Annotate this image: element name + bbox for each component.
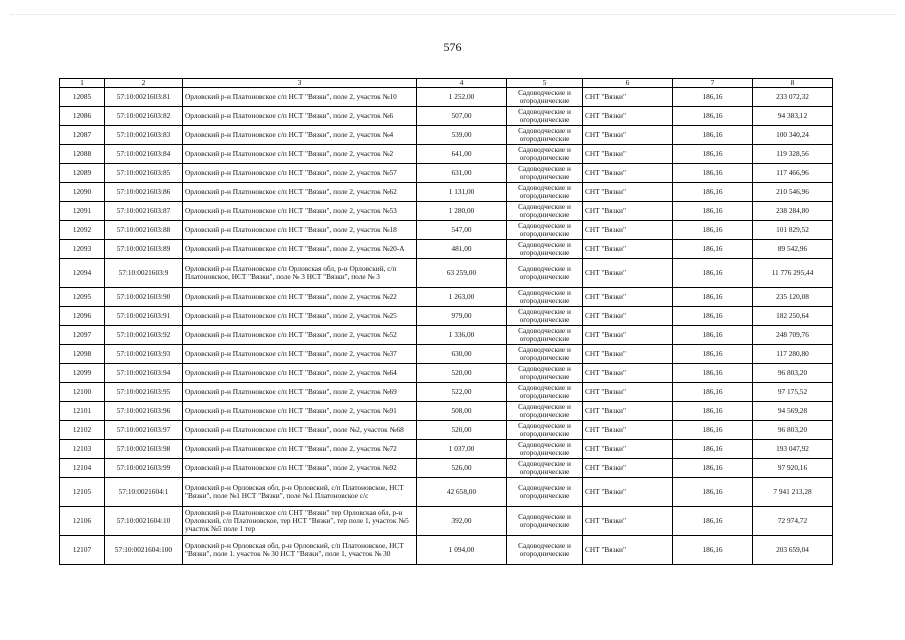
organization-cell: СНТ "Вязки" — [583, 259, 673, 288]
area-cell: 630,00 — [417, 345, 507, 364]
area-cell: 641,00 — [417, 145, 507, 164]
table-row — [60, 536, 833, 565]
cadastral-value-cell: 96 803,20 — [753, 364, 833, 383]
area-cell: 520,00 — [417, 421, 507, 440]
cadastral-number-cell: 57:10:0021603:93 — [105, 345, 183, 364]
table-row — [60, 345, 833, 364]
cadastral-number-cell: 57:10:0021603:91 — [105, 307, 183, 326]
area-cell: 1 280,00 — [417, 202, 507, 221]
record-number-cell: 12096 — [60, 307, 105, 326]
organization-cell: СНТ "Вязки" — [583, 107, 673, 126]
table-body — [60, 88, 833, 565]
cadastral-number-cell: 57:10:0021603:96 — [105, 402, 183, 421]
organization-cell: СНТ "Вязки" — [583, 536, 673, 565]
cadastral-value-cell: 233 072,32 — [753, 88, 833, 107]
cadastral-value-cell: 7 941 213,28 — [753, 478, 833, 507]
organization-cell: СНТ "Вязки" — [583, 307, 673, 326]
column-header-5: 5 — [507, 79, 583, 88]
address-cell: Орловский р-н Платоновское с/п НСТ "Вязки", поле 2, участок №64 — [183, 364, 417, 383]
specific-value-cell: 186,16 — [673, 202, 753, 221]
cadastral-number-cell: 57:10:0021603:99 — [105, 459, 183, 478]
address-cell: Орловский р-н Платоновское с/п НСТ "Вязки", поле 2, участок №69 — [183, 383, 417, 402]
cadastral-value-cell: 238 284,80 — [753, 202, 833, 221]
cadastral-value-cell: 94 383,12 — [753, 107, 833, 126]
organization-cell: СНТ "Вязки" — [583, 459, 673, 478]
record-number-cell: 12102 — [60, 421, 105, 440]
cadastral-number-cell: 57:10:0021603:97 — [105, 421, 183, 440]
specific-value-cell: 186,16 — [673, 107, 753, 126]
cadastral-number-cell: 57:10:0021603:89 — [105, 240, 183, 259]
land-use-cell: Садоводческие и огороднические — [507, 145, 583, 164]
specific-value-cell: 186,16 — [673, 326, 753, 345]
area-cell: 508,00 — [417, 402, 507, 421]
address-cell: Орловский р-н Платоновское с/п Орловская обл, р-н Орловский, с/п Платоновское, НСТ "Вязки", поле № 3 НСТ "Вязки", поле № 3 — [183, 259, 417, 288]
address-cell: Орловский р-н Платоновское с/п НСТ "Вязки", поле 2, участок №10 — [183, 88, 417, 107]
cadastral-value-cell: 117 280,80 — [753, 345, 833, 364]
cadastral-value-cell: 96 803,20 — [753, 421, 833, 440]
area-cell: 979,00 — [417, 307, 507, 326]
organization-cell: СНТ "Вязки" — [583, 164, 673, 183]
table-row — [60, 421, 833, 440]
cadastral-number-cell: 57:10:0021603:90 — [105, 288, 183, 307]
land-use-cell: Садоводческие и огороднические — [507, 478, 583, 507]
column-header-4: 4 — [417, 79, 507, 88]
organization-cell: СНТ "Вязки" — [583, 421, 673, 440]
cadastral-number-cell: 57:10:0021603:83 — [105, 126, 183, 145]
land-use-cell: Садоводческие и огороднические — [507, 440, 583, 459]
table-row — [60, 459, 833, 478]
table-row — [60, 402, 833, 421]
organization-cell: СНТ "Вязки" — [583, 326, 673, 345]
area-cell: 63 259,00 — [417, 259, 507, 288]
area-cell: 631,00 — [417, 164, 507, 183]
cadastral-number-cell: 57:10:0021603:81 — [105, 88, 183, 107]
organization-cell: СНТ "Вязки" — [583, 240, 673, 259]
table-row — [60, 383, 833, 402]
cadastral-number-cell: 57:10:0021603:86 — [105, 183, 183, 202]
address-cell: Орловский р-н Платоновское с/п НСТ "Вязки", поле 2, участок №20-А — [183, 240, 417, 259]
address-cell: Орловский р-н Платоновское с/п НСТ "Вязки", поле 2, участок №72 — [183, 440, 417, 459]
record-number-cell: 12104 — [60, 459, 105, 478]
area-cell: 392,00 — [417, 507, 507, 536]
organization-cell: СНТ "Вязки" — [583, 478, 673, 507]
address-cell: Орловский р-н Платоновское с/п НСТ "Вязки", поле 2, участок №91 — [183, 402, 417, 421]
table-row — [60, 88, 833, 107]
land-use-cell: Садоводческие и огороднические — [507, 107, 583, 126]
table-row — [60, 326, 833, 345]
address-cell: Орловский р-н Орловская обл, р-н Орловский, с/п Платоновское, НСТ "Вязки", поле №1 НСТ "Вязки", поле №1 Платоновское с/с — [183, 478, 417, 507]
column-header-1: 1 — [60, 79, 105, 88]
specific-value-cell: 186,16 — [673, 164, 753, 183]
table-row — [60, 183, 833, 202]
organization-cell: СНТ "Вязки" — [583, 221, 673, 240]
organization-cell: СНТ "Вязки" — [583, 440, 673, 459]
record-number-cell: 12101 — [60, 402, 105, 421]
specific-value-cell: 186,16 — [673, 88, 753, 107]
specific-value-cell: 186,16 — [673, 402, 753, 421]
cadastral-number-cell: 57:10:0021603:87 — [105, 202, 183, 221]
cadastral-number-cell: 57:10:0021604:100 — [105, 536, 183, 565]
record-number-cell: 12087 — [60, 126, 105, 145]
record-number-cell: 12106 — [60, 507, 105, 536]
address-cell: Орловский р-н Платоновское с/п СНТ "Вязки" тер Орловская обл, р-н Орловский, с/п Платоновское, тер НСТ "Вязки", тер поле 1, участок №5 участок №5 поле 1 тер — [183, 507, 417, 536]
organization-cell: СНТ "Вязки" — [583, 126, 673, 145]
address-cell: Орловский р-н Платоновское с/п НСТ "Вязки", поле 2, участок №6 — [183, 107, 417, 126]
land-use-cell: Садоводческие и огороднические — [507, 383, 583, 402]
land-use-cell: Садоводческие и огороднические — [507, 288, 583, 307]
record-number-cell: 12100 — [60, 383, 105, 402]
organization-cell: СНТ "Вязки" — [583, 345, 673, 364]
scan-artifact-line — [10, 14, 895, 21]
table-row — [60, 364, 833, 383]
area-cell: 1 252,00 — [417, 88, 507, 107]
cadastral-number-cell: 57:10:0021603:94 — [105, 364, 183, 383]
land-use-cell: Садоводческие и огороднические — [507, 421, 583, 440]
area-cell: 1 037,00 — [417, 440, 507, 459]
land-use-cell: Садоводческие и огороднические — [507, 536, 583, 565]
land-use-cell: Садоводческие и огороднические — [507, 259, 583, 288]
address-cell: Орловский р-н Платоновское с/п НСТ "Вязки", поле 2, участок №53 — [183, 202, 417, 221]
land-use-cell: Садоводческие и огороднические — [507, 88, 583, 107]
cadastral-value-cell: 97 920,16 — [753, 459, 833, 478]
address-cell: Орловский р-н Платоновское с/п НСТ "Вязки", поле 2, участок №18 — [183, 221, 417, 240]
record-number-cell: 12088 — [60, 145, 105, 164]
land-registry-table — [59, 78, 833, 565]
land-use-cell: Садоводческие и огороднические — [507, 364, 583, 383]
table-row — [60, 307, 833, 326]
land-use-cell: Садоводческие и огороднические — [507, 221, 583, 240]
table-row — [60, 164, 833, 183]
cadastral-number-cell: 57:10:0021604:10 — [105, 507, 183, 536]
cadastral-value-cell: 72 974,72 — [753, 507, 833, 536]
organization-cell: СНТ "Вязки" — [583, 402, 673, 421]
specific-value-cell: 186,16 — [673, 183, 753, 202]
land-use-cell: Садоводческие и огороднические — [507, 240, 583, 259]
record-number-cell: 12105 — [60, 478, 105, 507]
specific-value-cell: 186,16 — [673, 221, 753, 240]
specific-value-cell: 186,16 — [673, 307, 753, 326]
specific-value-cell: 186,16 — [673, 507, 753, 536]
organization-cell: СНТ "Вязки" — [583, 507, 673, 536]
cadastral-value-cell: 248 709,76 — [753, 326, 833, 345]
specific-value-cell: 186,16 — [673, 240, 753, 259]
address-cell: Орловский р-н Платоновское с/п НСТ "Вязки", поле 2, участок №52 — [183, 326, 417, 345]
record-number-cell: 12103 — [60, 440, 105, 459]
address-cell: Орловский р-н Платоновское с/п НСТ "Вязки", поле 2, участок №37 — [183, 345, 417, 364]
land-use-cell: Садоводческие и огороднические — [507, 326, 583, 345]
area-cell: 481,00 — [417, 240, 507, 259]
address-cell: Орловский р-н Платоновское с/п НСТ "Вязки", поле 2, участок №4 — [183, 126, 417, 145]
specific-value-cell: 186,16 — [673, 126, 753, 145]
land-use-cell: Садоводческие и огороднические — [507, 307, 583, 326]
cadastral-value-cell: 193 047,92 — [753, 440, 833, 459]
organization-cell: СНТ "Вязки" — [583, 183, 673, 202]
column-header-2: 2 — [105, 79, 183, 88]
table-row — [60, 202, 833, 221]
cadastral-number-cell: 57:10:0021603:92 — [105, 326, 183, 345]
record-number-cell: 12085 — [60, 88, 105, 107]
cadastral-number-cell: 57:10:0021603:84 — [105, 145, 183, 164]
land-use-cell: Садоводческие и огороднические — [507, 183, 583, 202]
cadastral-number-cell: 57:10:0021603:85 — [105, 164, 183, 183]
column-header-8: 8 — [753, 79, 833, 88]
cadastral-number-cell: 57:10:0021603:88 — [105, 221, 183, 240]
specific-value-cell: 186,16 — [673, 459, 753, 478]
table-row — [60, 507, 833, 536]
cadastral-value-cell: 94 569,28 — [753, 402, 833, 421]
area-cell: 1 336,00 — [417, 326, 507, 345]
cadastral-number-cell: 57:10:0021603:95 — [105, 383, 183, 402]
area-cell: 42 658,00 — [417, 478, 507, 507]
cadastral-value-cell: 89 542,96 — [753, 240, 833, 259]
land-use-cell: Садоводческие и огороднические — [507, 164, 583, 183]
area-cell: 522,00 — [417, 383, 507, 402]
cadastral-value-cell: 119 328,56 — [753, 145, 833, 164]
cadastral-value-cell: 117 466,96 — [753, 164, 833, 183]
organization-cell: СНТ "Вязки" — [583, 288, 673, 307]
page-number: 576 — [443, 40, 462, 54]
address-cell: Орловский р-н Платоновское с/п НСТ "Вязки", поле 2, участок №25 — [183, 307, 417, 326]
address-cell: Орловский р-н Платоновское с/п НСТ "Вязки", поле №2, участок №68 — [183, 421, 417, 440]
specific-value-cell: 186,16 — [673, 259, 753, 288]
specific-value-cell: 186,16 — [673, 383, 753, 402]
address-cell: Орловский р-н Орловская обл, р-н Орловский, с/п Платоновское, НСТ "Вязки", поле 1. участок № 30 НСТ "Вязки", поле 1, участок № 30 — [183, 536, 417, 565]
specific-value-cell: 186,16 — [673, 145, 753, 164]
land-use-cell: Садоводческие и огороднические — [507, 402, 583, 421]
address-cell: Орловский р-н Платоновское с/п НСТ "Вязки", поле 2, участок №57 — [183, 164, 417, 183]
specific-value-cell: 186,16 — [673, 440, 753, 459]
cadastral-value-cell: 101 829,52 — [753, 221, 833, 240]
cadastral-value-cell: 97 175,52 — [753, 383, 833, 402]
cadastral-value-cell: 203 659,04 — [753, 536, 833, 565]
area-cell: 539,00 — [417, 126, 507, 145]
organization-cell: СНТ "Вязки" — [583, 88, 673, 107]
cadastral-number-cell: 57:10:0021603:9 — [105, 259, 183, 288]
cadastral-value-cell: 235 120,08 — [753, 288, 833, 307]
cadastral-value-cell: 11 776 295,44 — [753, 259, 833, 288]
address-cell: Орловский р-н Платоновское с/п НСТ "Вязки", поле 2, участок №2 — [183, 145, 417, 164]
column-number-row — [60, 79, 833, 88]
land-use-cell: Садоводческие и огороднические — [507, 459, 583, 478]
address-cell: Орловский р-н Платоновское с/п НСТ "Вязки", поле 2, участок №92 — [183, 459, 417, 478]
record-number-cell: 12097 — [60, 326, 105, 345]
area-cell: 1 263,00 — [417, 288, 507, 307]
record-number-cell: 12092 — [60, 221, 105, 240]
column-header-7: 7 — [673, 79, 753, 88]
cadastral-value-cell: 182 250,64 — [753, 307, 833, 326]
cadastral-number-cell: 57:10:0021603:82 — [105, 107, 183, 126]
record-number-cell: 12099 — [60, 364, 105, 383]
record-number-cell: 12091 — [60, 202, 105, 221]
area-cell: 1 094,00 — [417, 536, 507, 565]
specific-value-cell: 186,16 — [673, 421, 753, 440]
table-row — [60, 145, 833, 164]
record-number-cell: 12107 — [60, 536, 105, 565]
table-row — [60, 107, 833, 126]
record-number-cell: 12094 — [60, 259, 105, 288]
specific-value-cell: 186,16 — [673, 288, 753, 307]
specific-value-cell: 186,16 — [673, 478, 753, 507]
table-row — [60, 240, 833, 259]
organization-cell: СНТ "Вязки" — [583, 364, 673, 383]
specific-value-cell: 186,16 — [673, 536, 753, 565]
table-row — [60, 221, 833, 240]
specific-value-cell: 186,16 — [673, 364, 753, 383]
record-number-cell: 12089 — [60, 164, 105, 183]
area-cell: 507,00 — [417, 107, 507, 126]
land-use-cell: Садоводческие и огороднические — [507, 507, 583, 536]
area-cell: 547,00 — [417, 221, 507, 240]
area-cell: 1 131,00 — [417, 183, 507, 202]
record-number-cell: 12095 — [60, 288, 105, 307]
land-use-cell: Садоводческие и огороднические — [507, 126, 583, 145]
address-cell: Орловский р-н Платоновское с/п НСТ "Вязки", поле 2, участок №22 — [183, 288, 417, 307]
table-row — [60, 440, 833, 459]
column-header-3: 3 — [183, 79, 417, 88]
table-row — [60, 259, 833, 288]
table-row — [60, 126, 833, 145]
record-number-cell: 12086 — [60, 107, 105, 126]
cadastral-value-cell: 100 340,24 — [753, 126, 833, 145]
record-number-cell: 12098 — [60, 345, 105, 364]
table-row — [60, 288, 833, 307]
land-use-cell: Садоводческие и огороднические — [507, 345, 583, 364]
organization-cell: СНТ "Вязки" — [583, 383, 673, 402]
specific-value-cell: 186,16 — [673, 345, 753, 364]
land-use-cell: Садоводческие и огороднические — [507, 202, 583, 221]
organization-cell: СНТ "Вязки" — [583, 202, 673, 221]
cadastral-number-cell: 57:10:0021604:1 — [105, 478, 183, 507]
record-number-cell: 12093 — [60, 240, 105, 259]
cadastral-number-cell: 57:10:0021603:98 — [105, 440, 183, 459]
area-cell: 526,00 — [417, 459, 507, 478]
organization-cell: СНТ "Вязки" — [583, 145, 673, 164]
table-row — [60, 478, 833, 507]
area-cell: 520,00 — [417, 364, 507, 383]
record-number-cell: 12090 — [60, 183, 105, 202]
column-header-6: 6 — [583, 79, 673, 88]
cadastral-value-cell: 210 546,96 — [753, 183, 833, 202]
address-cell: Орловский р-н Платоновское с/п НСТ "Вязки", поле 2, участок №62 — [183, 183, 417, 202]
